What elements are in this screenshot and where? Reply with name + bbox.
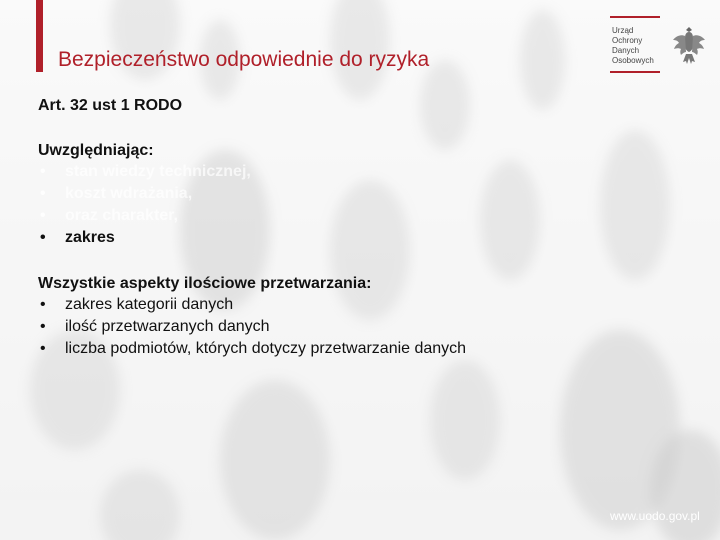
list-item-text: liczba podmiotów, których dotyczy przetwarzanie danych [65,340,467,357]
list-item [38,227,466,249]
list-item [38,161,466,183]
bullet-icon: • [40,185,46,202]
logo-line: Danych [612,46,640,55]
list-item [38,338,466,360]
list-item-text: oraz charakter, [65,207,178,224]
logo-line: Osobowych [612,56,654,65]
list-item [38,294,466,316]
quantitative-list [38,294,466,360]
section-considering [38,140,466,249]
list-item [38,316,466,338]
list-item [38,205,466,227]
section-heading: Wszystkie aspekty ilościowe przetwarzania: [38,275,372,292]
considering-list [38,161,466,249]
bullet-icon: • [40,296,46,313]
article-reference: Art. 32 ust 1 RODO [38,97,183,114]
section-quantitative-aspects [38,273,466,360]
bullet-icon: • [40,318,46,335]
list-item-text: zakres [65,229,115,246]
title-accent-bar [36,0,43,72]
logo-divider-top [610,16,660,18]
list-item-text: zakres kategorii danych [65,296,234,313]
logo-line: Ochrony [612,36,643,45]
logo-text [612,26,672,66]
footer-url[interactable]: www.uodo.gov.pl [610,509,700,523]
list-item [38,183,466,205]
uodo-logo [610,14,710,74]
bullet-icon: • [40,229,46,246]
logo-divider-bottom [610,71,660,73]
bullet-icon: • [40,207,46,224]
bullet-icon: • [40,340,46,357]
logo-line: Urząd [612,26,634,35]
section-heading: Uwzględniając: [38,142,154,159]
list-item-text: koszt wdrażania, [65,185,193,202]
page-title: Bezpieczeństwo odpowiednie do ryzyka [58,48,430,71]
bullet-icon: • [40,163,46,180]
list-item-text: stan wiedzy technicznej, [65,163,251,180]
main-content [38,96,466,360]
list-item-text: ilość przetwarzanych danych [65,318,270,335]
eagle-icon [672,24,706,66]
